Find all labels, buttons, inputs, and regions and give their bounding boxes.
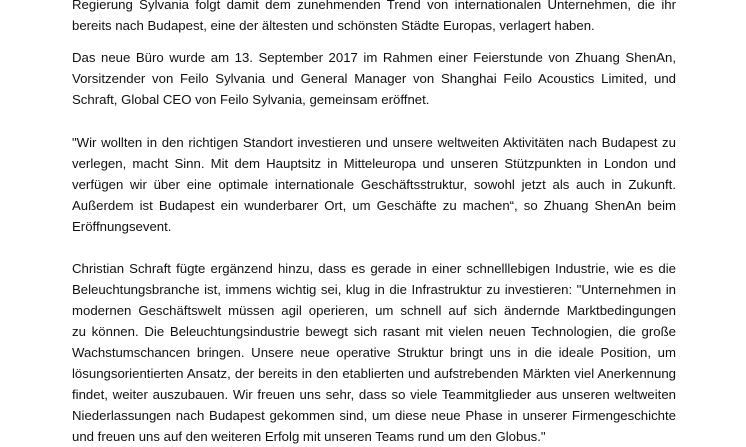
text-line: Außerdem ist Budapest ein wunderbarer Ort, um Geschäfte zu machen“, so Zhuang ShenAn beim: [72, 198, 676, 213]
text-line: und freuen uns auf den weiteren Erfolg mit unseren Teams rund um den Globus.": [72, 429, 546, 444]
text-line: verlegen, macht Sinn. Mit dem Hauptsitz in Mitteleuropa und unseren Stützpunkten in London und: [72, 156, 676, 171]
text-line: Wachstumschancen bringen. Unsere neue operative Struktur bringt uns in die ideale Position, um: [72, 345, 676, 360]
paragraph-zhuang-quote: [72, 132, 676, 237]
text-line: modernen Geschäftswelt müssen agil operieren, um schnell auf sich ändernde Marktbedingungen: [72, 303, 676, 318]
text-line: "Wir wollten in den richtigen Standort investieren und unsere weltweiten Aktivitäten nach Budapest zu: [72, 135, 676, 150]
text-line: Niederlassungen nach Budapest gekommen sind, um diese neue Phase in unserer Firmengeschichte: [72, 408, 676, 423]
text-line: bereits nach Budapest, eine der ältesten und schönsten Städte Europas, verlagert haben.: [72, 18, 595, 33]
text-line: lösungsorientierten Ansatz, der bereits in den etablierten und aufstrebenden Märkten viel Anerkennung: [72, 366, 676, 381]
text-line: Das neue Büro wurde am 13. September 2017 im Rahmen einer Feierstunde von Zhuang ShenAn,: [72, 50, 676, 65]
text-line: Vorsitzender von Feilo Sylvania und General Manager von Shanghai Feilo Acoustics Limited, und: [72, 71, 676, 86]
text-line: Christian Schraft fügte ergänzend hinzu, dass es gerade in einer schnelllebigen Industrie, wie es die: [72, 261, 676, 276]
paragraph-office-opening: [72, 47, 676, 110]
paragraph-intro-end: [72, 0, 676, 36]
text-line: Eröffnungsevent.: [72, 219, 172, 234]
text-line: verfügen wir über eine optimale internationale Geschäftsstruktur, sowohl jetzt als auch in Zukunft.: [72, 177, 676, 192]
text-line: zu können. Die Beleuchtungsindustrie bewegt sich rasant mit vielen neuen Technologien, die große: [72, 324, 676, 339]
text-line: findet, weiter auszubauen. Wir freuen uns sehr, dass so viele Teammitglieder aus unseren weltweiten: [72, 387, 676, 402]
text-line: Beleuchtungsbranche ist, immens wichtig sei, klug in die Infrastruktur zu investieren: "Unternehmen in: [72, 282, 676, 297]
text-line: Schraft, Global CEO von Feilo Sylvania, gemeinsam eröffnet.: [72, 92, 430, 107]
text-line: Regierung Sylvania folgt damit dem zunehmenden Trend von internationalen Unternehmen, die ihr: [72, 0, 676, 12]
